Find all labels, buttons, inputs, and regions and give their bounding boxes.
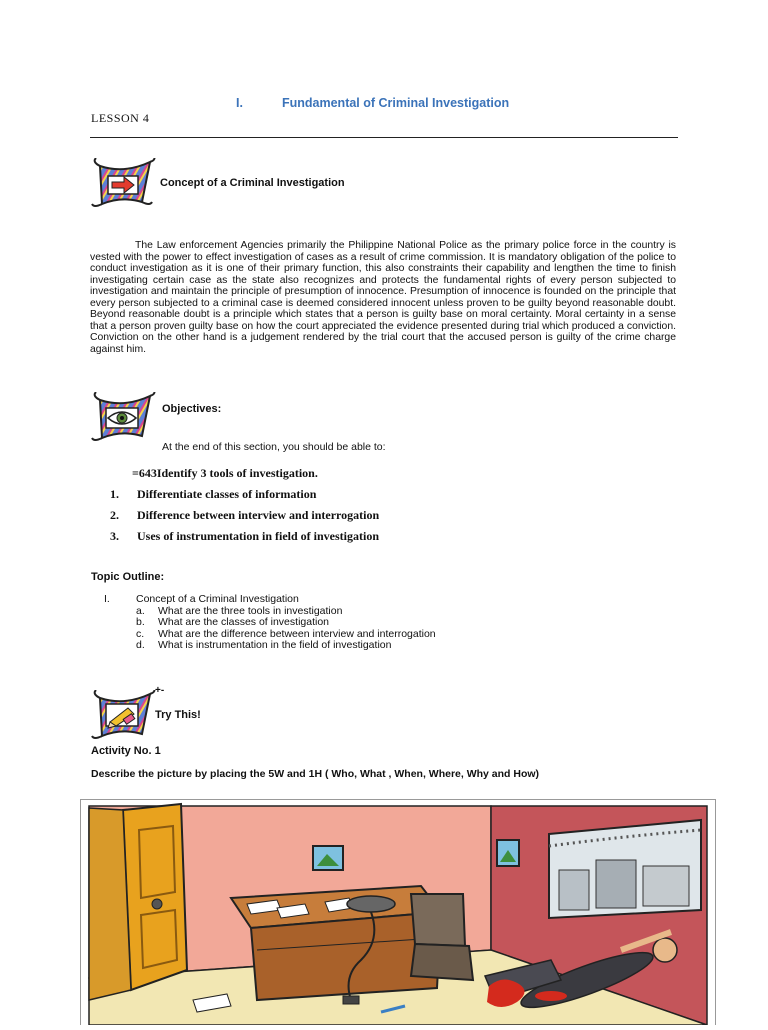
crime-scene-picture bbox=[80, 799, 716, 1025]
objectives-intro: At the end of this section, you should be able to: bbox=[162, 441, 386, 453]
concept-paragraph: The Law enforcement Agencies primarily the Philippine National Police as the primary police force in the country is vested with the power to effect investigation of cases as a result of crime commission. It is mandatory obligation of the police to conduct investigation as it is one of their primary function, this also constraints their capability and lengthen the time to finish investigating certain case as the state also recognizes and protects the fundamental rights of every person subjected to investigation and maintain the principle of presumption of innocence. Presumption of innocence is founded on the principle that every person subjected to a criminal case is deemed considered innocent unless proven to be guilty beyond reasonable doubt. Beyond reasonable doubt is a principle which states that a person is guilty base on moral certainty. Moral certainty in a sense that a person proven guilty base on how the court appreciated the evidence presented during trial which produced a conviction. Conviction on the other hand is a judgement rendered by the trial court that the accused person is guilty of the crime charge against him. bbox=[90, 240, 676, 355]
objective-text: =643Identify 3 tools of investigation. bbox=[132, 466, 318, 480]
objectives-heading: Objectives: bbox=[162, 403, 222, 415]
activity-instruction: Describe the picture by placing the 5W and 1H ( Who, What , When, Where, Why and How) bbox=[91, 768, 540, 780]
plus-minus-mark: +- bbox=[155, 685, 165, 696]
arrow-right-icon bbox=[90, 158, 156, 210]
header-divider bbox=[90, 137, 678, 138]
objective-text: Uses of instrumentation in field of investigation bbox=[137, 529, 380, 543]
outline-letter: a. bbox=[136, 604, 145, 617]
objective-text: Differentiate classes of information bbox=[137, 487, 317, 501]
outline-number: I. bbox=[104, 593, 110, 605]
outline-text: What is instrumentation in the field of investigation bbox=[158, 639, 392, 652]
outline-letter: b. bbox=[136, 616, 145, 629]
eye-icon bbox=[90, 392, 156, 444]
objective-number: 2. bbox=[110, 508, 119, 522]
lesson-label: LESSON 4 bbox=[91, 111, 150, 125]
outline-letter: d. bbox=[136, 639, 145, 652]
pencil-eraser-icon bbox=[90, 690, 156, 742]
activity-title: Activity No. 1 bbox=[91, 745, 161, 757]
page-title: Fundamental of Criminal Investigation bbox=[282, 96, 510, 110]
try-heading: Try This! bbox=[155, 709, 201, 721]
objective-text: Difference between interview and interrogation bbox=[137, 508, 380, 522]
outline-text: What are the classes of investigation bbox=[158, 616, 330, 629]
outline-text: What are the difference between interview and interrogation bbox=[158, 627, 436, 640]
concept-heading: Concept of a Criminal Investigation bbox=[160, 177, 345, 189]
topic-outline-heading: Topic Outline: bbox=[91, 571, 165, 583]
outline-letter: c. bbox=[136, 627, 145, 640]
title-number: I. bbox=[236, 96, 243, 110]
outline-text: Concept of a Criminal Investigation bbox=[136, 593, 299, 605]
outline-text: What are the three tools in investigation bbox=[158, 604, 343, 617]
objective-number: 3. bbox=[110, 529, 119, 543]
objective-number: 1. bbox=[110, 487, 119, 501]
